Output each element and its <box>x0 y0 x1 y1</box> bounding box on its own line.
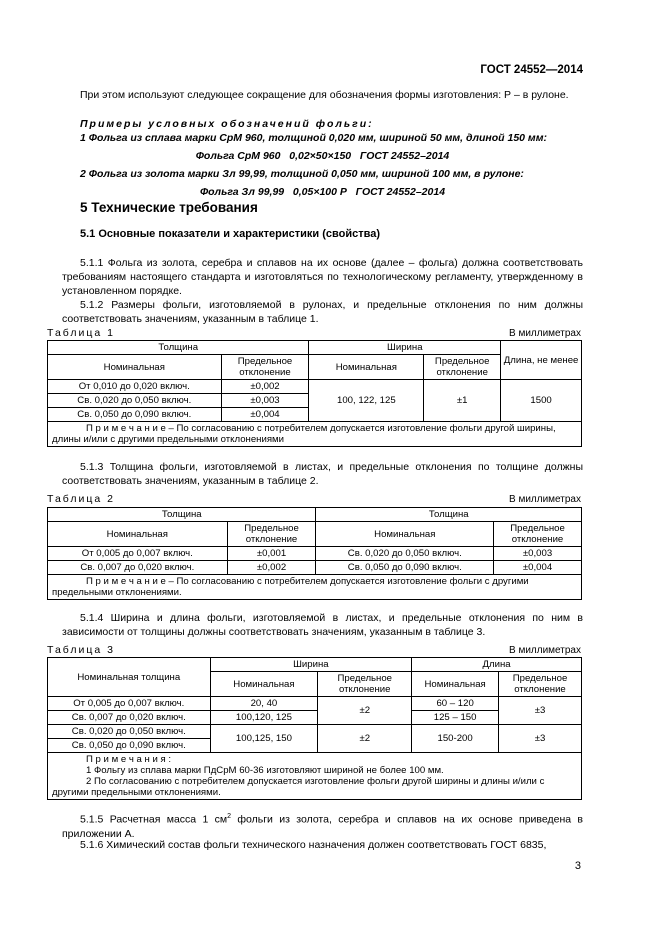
t3-length-deviation: ±3 <box>499 725 582 753</box>
t3-width-nominal: 100,120, 125 <box>210 711 318 725</box>
t1-header-deviation: Предельное отклонение <box>221 355 309 380</box>
t1-header-nominal: Номинальная <box>48 355 222 380</box>
t3-length-nominal: 60 – 120 <box>412 697 499 711</box>
table-2-units: В миллиметрах <box>509 494 581 505</box>
table-1 <box>47 340 582 447</box>
table-3-units: В миллиметрах <box>509 645 581 656</box>
t3-thickness: Св. 0,007 до 0,020 включ. <box>48 711 211 725</box>
t3-width-deviation: ±2 <box>318 697 412 725</box>
t2-header-nominal-right: Номинальная <box>316 522 494 547</box>
t2-nominal: Св. 0,050 до 0,090 включ. <box>316 561 494 575</box>
t1-header-thickness: Толщина <box>48 341 309 355</box>
p515-superscript: 2 <box>227 813 232 820</box>
t3-note-1: 1 Фольгу из сплава марки ПдСрМ 60-36 изготовляют шириной не более 100 мм. <box>86 765 444 776</box>
section-title: 5 Технические требования <box>80 200 258 215</box>
t3-length-nominal: 125 – 150 <box>412 711 499 725</box>
t3-thickness: Св. 0,020 до 0,050 включ. <box>48 725 211 739</box>
t2-note: П р и м е ч а н и е – По согласованию с потребителем допускается изготовление фольги с другими предельными отклонениями. <box>48 575 582 600</box>
paragraph-5-1-5 <box>62 810 583 841</box>
t1-header-length: Длина, не менее <box>501 341 582 380</box>
table-3-caption: Таблица 3 <box>47 644 115 656</box>
table-2 <box>47 507 582 600</box>
t2-deviation: ±0,003 <box>494 547 582 561</box>
table-1-caption: Таблица 1 <box>47 327 115 339</box>
t3-thickness: От 0,005 до 0,007 включ. <box>48 697 211 711</box>
t1-thickness-nominal: Св. 0,050 до 0,090 включ. <box>48 408 222 422</box>
example-1-code: Фольга СрМ 960 0,02×50×150 ГОСТ 24552–2014 <box>195 150 450 162</box>
t3-width-nominal: 20, 40 <box>210 697 318 711</box>
t1-header-width-deviation: Предельное отклонение <box>424 355 501 380</box>
t1-width-nominal: 100, 122, 125 <box>309 380 424 422</box>
t3-notes <box>48 753 582 800</box>
t2-header-deviation-right: Предельное отклонение <box>494 522 582 547</box>
t1-thickness-deviation: ±0,002 <box>221 380 309 394</box>
paragraph-5-1-3: 5.1.3 Толщина фольги, изготовляемой в листах, и предельные отклонения по толщине должны соответствовать значениям, указанным в таблице 2. <box>62 461 583 487</box>
t1-length: 1500 <box>501 380 582 422</box>
t1-header-width-nominal: Номинальная <box>309 355 424 380</box>
t1-note: П р и м е ч а н и е – По согласованию с потребителем допускается изготовление фольги другой ширины, длины и/или с другими предельными отклонениями <box>48 422 582 447</box>
subsection-title: 5.1 Основные показатели и характеристики (свойства) <box>80 228 380 240</box>
t1-header-width: Ширина <box>309 341 501 355</box>
p515-text-b: фольги из золота, серебра и сплавов на их основе приведена в приложении А. <box>62 813 583 840</box>
t3-width-nominal: 100,125, 150 <box>210 725 318 753</box>
t2-nominal: От 0,005 до 0,007 включ. <box>48 547 228 561</box>
document-header: ГОСТ 24552—2014 <box>480 64 583 76</box>
t2-header-thickness-left: Толщина <box>48 508 316 522</box>
t3-header-thickness: Номинальная толщина <box>48 658 211 697</box>
t3-header-width: Ширина <box>210 658 412 672</box>
example-1-text: 1 Фольга из сплава марки СрМ 960, толщиной 0,020 мм, шириной 50 мм, длиной 150 мм: <box>80 132 547 144</box>
t3-header-width-deviation: Предельное отклонение <box>318 672 412 697</box>
page-number: 3 <box>574 860 581 872</box>
t2-nominal: Св. 0,007 до 0,020 включ. <box>48 561 228 575</box>
t3-note-2: 2 По согласованию с потребителем допускается изготовление фольги другой ширины и длины и/или с другими предельными отклонениями. <box>52 776 545 798</box>
t1-width-deviation: ±1 <box>424 380 501 422</box>
paragraph-5-1-1: 5.1.1 Фольга из золота, серебра и сплавов на их основе (далее – фольга) должна соответствовать требованиям настоящего стандарта и изготовляться по технологическому регламенту, утвержденному в установленном порядке. <box>62 257 583 297</box>
t1-thickness-deviation: ±0,004 <box>221 408 309 422</box>
t3-header-length-nominal: Номинальная <box>412 672 499 697</box>
t2-deviation: ±0,002 <box>227 561 316 575</box>
example-2-text: 2 Фольга из золота марки Зл 99,99, толщиной 0,050 мм, шириной 100 мм, в рулоне: <box>80 168 524 180</box>
t3-width-deviation: ±2 <box>318 725 412 753</box>
examples-title: Примеры условных обозначений фольги: <box>80 118 374 130</box>
table-row <box>48 561 582 575</box>
intro-paragraph: При этом используют следующее сокращение для обозначения формы изготовления: Р – в рулоне. <box>80 89 569 101</box>
table-2-caption: Таблица 2 <box>47 493 115 505</box>
t3-length-nominal: 150-200 <box>412 725 499 753</box>
paragraph-5-1-6: 5.1.6 Химический состав фольги технического назначения должен соответствовать ГОСТ 6835, <box>80 839 547 851</box>
t3-header-width-nominal: Номинальная <box>210 672 318 697</box>
table-row <box>48 380 582 394</box>
t3-note-title: П р и м е ч а н и я : <box>86 754 172 765</box>
t2-nominal: Св. 0,020 до 0,050 включ. <box>316 547 494 561</box>
table-1-units: В миллиметрах <box>509 328 581 339</box>
t1-thickness-nominal: Св. 0,020 до 0,050 включ. <box>48 394 222 408</box>
t2-header-nominal-left: Номинальная <box>48 522 228 547</box>
t3-header-length: Длина <box>412 658 582 672</box>
t3-header-length-deviation: Предельное отклонение <box>499 672 582 697</box>
t2-deviation: ±0,004 <box>494 561 582 575</box>
paragraph-5-1-2: 5.1.2 Размеры фольги, изготовляемой в рулонах, и предельные отклонения по ним должны соответствовать значениям, указанным в таблице 1. <box>62 299 583 325</box>
t2-header-thickness-right: Толщина <box>316 508 582 522</box>
table-row <box>48 697 582 711</box>
t2-deviation: ±0,001 <box>227 547 316 561</box>
t1-thickness-deviation: ±0,003 <box>221 394 309 408</box>
example-2-code: Фольга Зл 99,99 0,05×100 Р ГОСТ 24552–2014 <box>199 186 446 198</box>
t1-thickness-nominal: От 0,010 до 0,020 включ. <box>48 380 222 394</box>
paragraph-5-1-4: 5.1.4 Ширина и длина фольги, изготовляемой в листах, и предельные отклонения по ним в зависимости от толщины должны соответствовать значениям, указанным в таблице 3. <box>62 612 583 638</box>
table-row <box>48 725 582 739</box>
table-3 <box>47 657 582 800</box>
t2-header-deviation-left: Предельное отклонение <box>227 522 316 547</box>
table-row <box>48 547 582 561</box>
p515-text-a: 5.1.5 Расчетная масса 1 см <box>80 813 228 826</box>
t3-thickness: Св. 0,050 до 0,090 включ. <box>48 739 211 753</box>
t3-length-deviation: ±3 <box>499 697 582 725</box>
